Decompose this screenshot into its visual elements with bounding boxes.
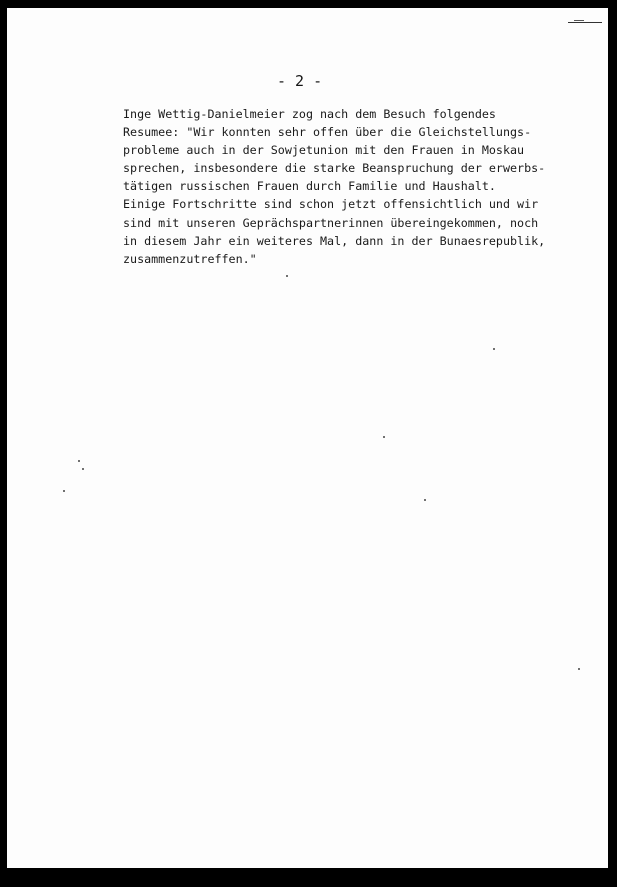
scan-speck [424, 499, 426, 501]
text-line: tätigen russischen Frauen durch Familie und Haushalt. [123, 179, 496, 194]
text-line: sprechen, insbesondere die starke Beanspruchung der erwerbs- [123, 161, 546, 176]
document-page [7, 8, 608, 868]
text-line: probleme auch in der Sowjetunion mit den Frauen in Moskau [123, 143, 525, 158]
scan-speck [78, 460, 80, 462]
scan-speck [82, 468, 84, 470]
scan-speck [383, 436, 385, 438]
text-line: Einige Fortschritte sind schon jetzt offensichtlich und wir [123, 197, 539, 212]
text-line: Resumee: "Wir konnten sehr offen über die Gleichstellungs- [123, 125, 532, 140]
scan-corner-mark [568, 22, 602, 23]
text-line: sind mit unseren Geprächspartnerinnen übereingekommen, noch [123, 215, 539, 230]
body-paragraph [123, 105, 593, 268]
scan-speck [493, 348, 495, 350]
text-line: in diesem Jahr ein weiteres Mal, dann in der Bunaesrepublik, [123, 233, 546, 248]
scan-corner-mark-small [574, 20, 584, 21]
scan-speck [578, 668, 580, 670]
scan-bottom-edge [7, 868, 608, 887]
text-line: zusammenzutreffen." [123, 251, 257, 266]
text-line: Inge Wettig-Danielmeier zog nach dem Besuch folgendes [123, 107, 496, 121]
scan-speck [63, 490, 65, 492]
scan-speck [286, 275, 288, 277]
page-number: - 2 - [277, 72, 323, 90]
